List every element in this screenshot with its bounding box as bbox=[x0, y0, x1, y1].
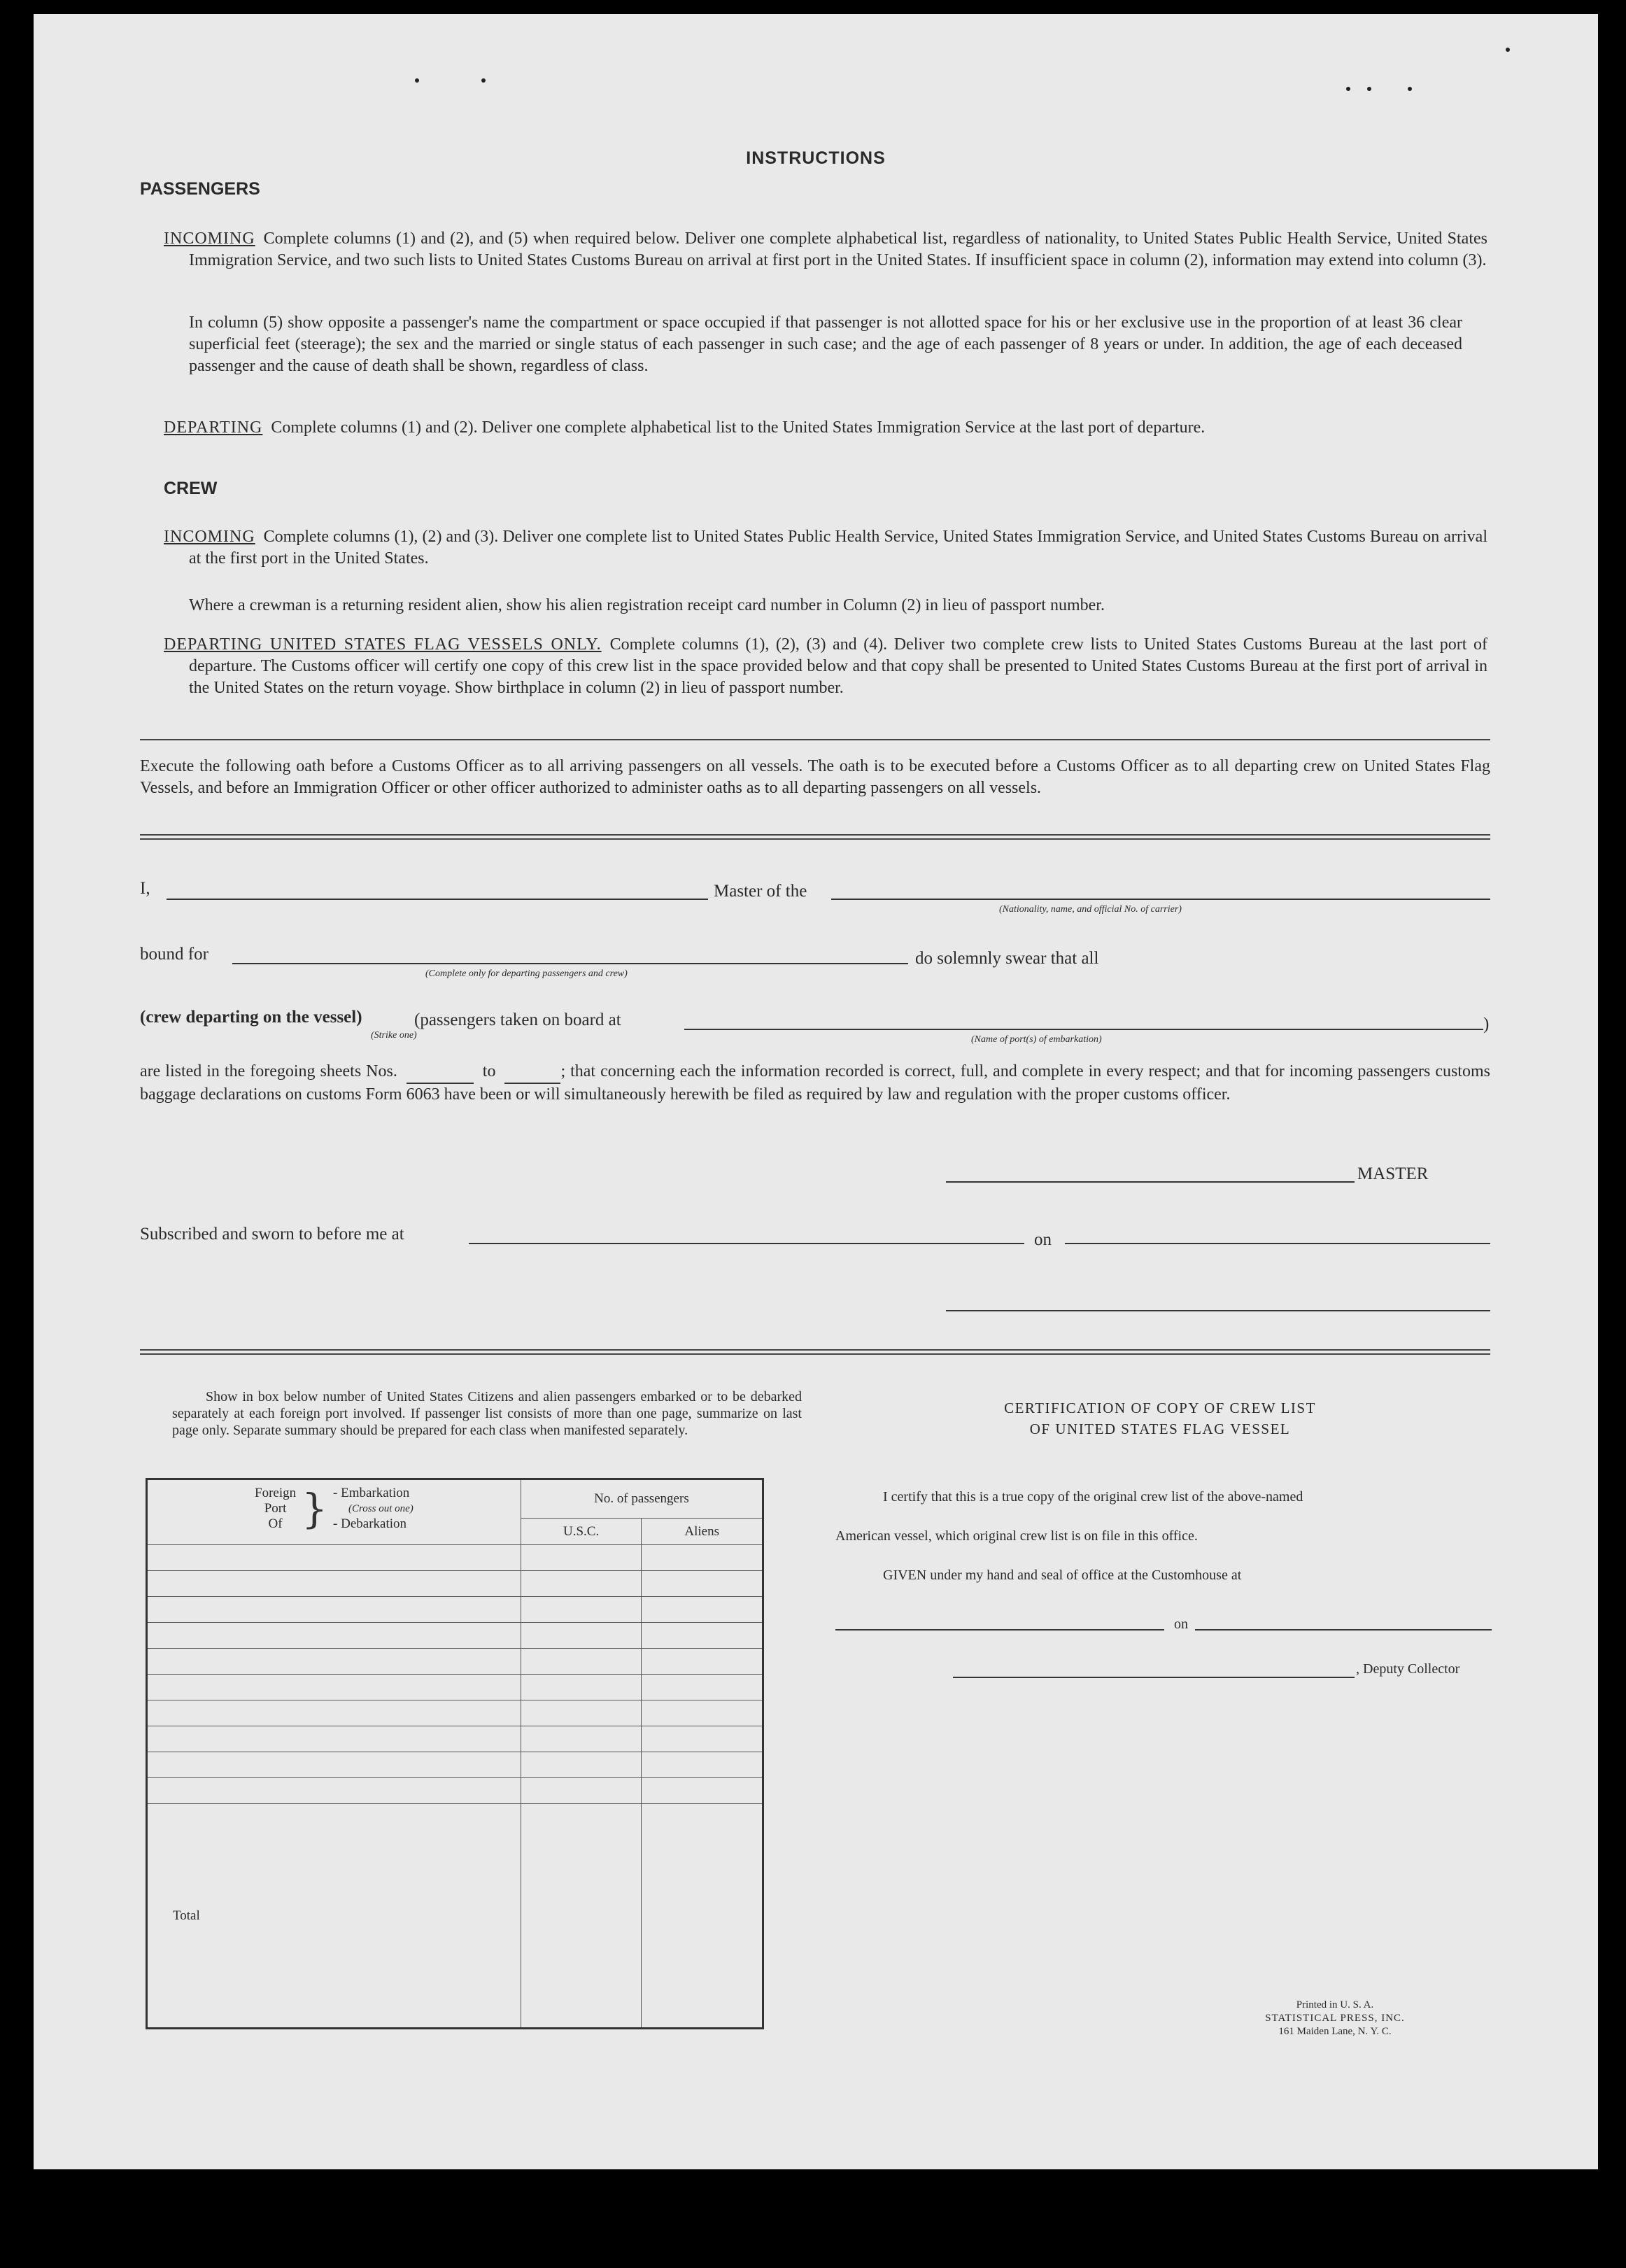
passengers-incoming-text: Complete columns (1) and (2), and (5) when required below. Deliver one complete alphabetical list, regardless of nationality, to United States Public Health Service, United States Immigration Service, and two such lists to United States Customs Bureau on arrival at first port in the United States. If insufficient space in column (2), information may extend into column (3). bbox=[189, 230, 1487, 269]
port-cell[interactable] bbox=[147, 1649, 521, 1675]
usc-cell[interactable] bbox=[521, 1675, 642, 1700]
port-caption: (Name of port(s) of embarkation) bbox=[971, 1034, 1102, 1045]
crew-departing-paragraph bbox=[164, 634, 1487, 699]
printer-line-3: 161 Maiden Lane, N. Y. C. bbox=[1278, 2026, 1392, 2037]
table-row bbox=[147, 1597, 763, 1623]
destination-line[interactable] bbox=[232, 963, 908, 964]
section-divider bbox=[140, 739, 1490, 740]
crew-departing-lead: DEPARTING UNITED STATES FLAG VESSELS ONLY. bbox=[164, 635, 602, 654]
usc-cell[interactable] bbox=[521, 1571, 642, 1597]
master-of-label: Master of the bbox=[714, 882, 807, 901]
oath-i-label: I, bbox=[140, 879, 150, 898]
crew-incoming-paragraph-2: Where a crewman is a returning resident alien, show his alien registration receipt card number in Column (2) in lieu of passport number. bbox=[189, 596, 1105, 614]
passengers-heading: PASSENGERS bbox=[140, 179, 260, 199]
carrier-caption: (Nationality, name, and official No. of carrier) bbox=[999, 904, 1182, 915]
embarkation-port-line[interactable] bbox=[684, 1029, 1483, 1030]
usc-cell[interactable] bbox=[521, 1623, 642, 1649]
crew-departing-option bbox=[140, 1008, 362, 1027]
crew-incoming-lead: INCOMING bbox=[164, 528, 255, 546]
oath-listed-paragraph bbox=[140, 1061, 1490, 1106]
certification-title-2: OF UNITED STATES FLAG VESSEL bbox=[1029, 1421, 1291, 1437]
table-row bbox=[147, 1752, 763, 1778]
listed-to-label: to bbox=[482, 1062, 496, 1080]
scan-speck bbox=[415, 78, 419, 83]
passengers-departing-text: Complete columns (1) and (2). Deliver one complete alphabetical list to the United States Immigration Service at the last port of departure. bbox=[271, 418, 1206, 437]
certification-on-label: on bbox=[1174, 1617, 1188, 1632]
aliens-cell[interactable] bbox=[642, 1675, 763, 1700]
aliens-cell[interactable] bbox=[642, 1545, 763, 1571]
port-cell[interactable] bbox=[147, 1726, 521, 1752]
total-row bbox=[147, 1804, 763, 2029]
table-row bbox=[147, 1700, 763, 1726]
printer-line-2: STATISTICAL PRESS, INC. bbox=[1265, 2013, 1405, 2024]
crew-incoming-text: Complete columns (1), (2) and (3). Deliver one complete list to United States Public Health Service, United States Immigration Service, and United States Customs Bureau on arrival at the first port in the United States. bbox=[189, 528, 1487, 568]
scan-speck bbox=[1506, 48, 1510, 52]
passengers-departing-lead: DEPARTING bbox=[164, 418, 263, 437]
no-passengers-header: No. of passengers bbox=[521, 1479, 763, 1519]
master-signature-line[interactable] bbox=[946, 1181, 1355, 1183]
passengers-incoming-lead: INCOMING bbox=[164, 230, 255, 248]
usc-header: U.S.C. bbox=[521, 1519, 642, 1545]
cross-out-caption: (Cross out one) bbox=[348, 1503, 413, 1514]
deputy-signature-line[interactable] bbox=[953, 1677, 1355, 1678]
table-row bbox=[147, 1726, 763, 1752]
printer-line-1: Printed in U. S. A. bbox=[1296, 1999, 1374, 2010]
sheet-from-blank[interactable] bbox=[406, 1061, 474, 1084]
table-row bbox=[147, 1675, 763, 1700]
passengers-incoming-paragraph-2: In column (5) show opposite a passenger's name the compartment or space occupied if that passenger is not allotted space for his or her exclusive use in the proportion of at least 36 clear superficial feet (steerage); the sex and the married or single status of each passenger in such case; and the age of each passenger of 8 years or under. In addition, the age of each deceased passenger and the cause of death shall be shown, regardless of class. bbox=[189, 314, 1462, 375]
port-cell[interactable] bbox=[147, 1623, 521, 1649]
scan-speck bbox=[1408, 87, 1412, 91]
summary-note: Show in box below number of United States Citizens and alien passengers embarked or to be debarked separately at each foreign port involved. If passenger list consists of more than one page, summarize on last page only. Separate summary should be prepared for each class when manifested separately. bbox=[172, 1389, 802, 1438]
subscribed-label: Subscribed and sworn to before me at bbox=[140, 1225, 404, 1244]
port-label: Port bbox=[264, 1501, 287, 1516]
sworn-place-line[interactable] bbox=[469, 1243, 1024, 1244]
aliens-cell[interactable] bbox=[642, 1726, 763, 1752]
certification-date-line[interactable] bbox=[1195, 1629, 1492, 1630]
listed-text-b: ; that concerning each the information recorded is correct, full, and complete in every respect; and that for incoming passengers customs baggage declarations on customs Form 6063 have been or will simultaneously herewith be filed as required by law and regulation with the proper customs officer. bbox=[140, 1062, 1490, 1104]
complete-caption: (Complete only for departing passengers and crew) bbox=[425, 969, 628, 979]
sheet-to-blank[interactable] bbox=[504, 1061, 560, 1084]
passengers-incoming-paragraph bbox=[164, 228, 1487, 272]
master-name-line[interactable] bbox=[167, 899, 708, 900]
passengers-taken-label: (passengers taken on board at bbox=[414, 1010, 621, 1029]
port-header-cell bbox=[147, 1479, 521, 1545]
table-row bbox=[147, 1571, 763, 1597]
aliens-cell[interactable] bbox=[642, 1649, 763, 1675]
total-label: Total bbox=[147, 1804, 521, 2029]
crew-departing-label: (crew departing on the vessel) bbox=[140, 1008, 362, 1027]
bound-for-label: bound for bbox=[140, 945, 208, 964]
printer-imprint bbox=[1223, 1999, 1447, 2038]
port-cell[interactable] bbox=[147, 1597, 521, 1623]
certification-title-1: CERTIFICATION OF COPY OF CREW LIST bbox=[1004, 1400, 1316, 1416]
port-cell[interactable] bbox=[147, 1752, 521, 1778]
certification-line-1: I certify that this is a true copy of the original crew list of the above-named bbox=[883, 1489, 1303, 1505]
carrier-line[interactable] bbox=[831, 899, 1490, 900]
aliens-header: Aliens bbox=[642, 1519, 763, 1545]
crew-heading: CREW bbox=[164, 479, 218, 498]
swear-text: do solemnly swear that all bbox=[915, 949, 1099, 968]
crew-departing-text: Complete columns (1), (2), (3) and (4). Deliver two complete crew lists to United States Customs Bureau at the last port of departure. The Customs officer will certify one copy of this crew list in the space provided below and that copy shall be presented to United States Customs Bureau at the first port of arrival in the United States on the return voyage. Show birthplace in column (2) in lieu of passport number. bbox=[189, 635, 1487, 697]
passenger-summary-table bbox=[146, 1478, 764, 2029]
form-page bbox=[34, 14, 1598, 2169]
aliens-cell[interactable] bbox=[642, 1571, 763, 1597]
usc-cell[interactable] bbox=[521, 1649, 642, 1675]
port-cell[interactable] bbox=[147, 1700, 521, 1726]
table-row bbox=[147, 1649, 763, 1675]
port-cell[interactable] bbox=[147, 1778, 521, 1804]
usc-cell[interactable] bbox=[521, 1752, 642, 1778]
officer-signature-line[interactable] bbox=[946, 1310, 1490, 1311]
customhouse-line[interactable] bbox=[835, 1629, 1164, 1630]
usc-cell[interactable] bbox=[521, 1545, 642, 1571]
table-row bbox=[147, 1545, 763, 1571]
double-divider-lower bbox=[140, 1349, 1490, 1355]
passengers-departing-paragraph bbox=[164, 417, 1487, 439]
sworn-date-line[interactable] bbox=[1065, 1243, 1490, 1244]
usc-cell[interactable] bbox=[521, 1700, 642, 1726]
of-label: Of bbox=[268, 1516, 283, 1531]
aliens-cell[interactable] bbox=[642, 1700, 763, 1726]
usc-cell[interactable] bbox=[521, 1597, 642, 1623]
foreign-label: Foreign bbox=[255, 1486, 297, 1500]
brace-icon: } bbox=[302, 1485, 328, 1533]
certification-line-2: American vessel, which original crew list is on file in this office. bbox=[835, 1528, 1198, 1544]
table-row bbox=[147, 1623, 763, 1649]
total-usc-cell[interactable] bbox=[521, 1804, 642, 2029]
sworn-on-label: on bbox=[1034, 1230, 1052, 1249]
usc-cell[interactable] bbox=[521, 1778, 642, 1804]
scan-speck bbox=[1346, 87, 1350, 91]
strike-one-caption: (Strike one) bbox=[371, 1030, 417, 1041]
aliens-cell[interactable] bbox=[642, 1752, 763, 1778]
aliens-cell[interactable] bbox=[642, 1778, 763, 1804]
total-aliens-cell[interactable] bbox=[642, 1804, 763, 2029]
page-title: INSTRUCTIONS bbox=[746, 148, 886, 168]
port-cell[interactable] bbox=[147, 1571, 521, 1597]
usc-cell[interactable] bbox=[521, 1726, 642, 1752]
close-paren: ) bbox=[1483, 1015, 1490, 1034]
scan-speck bbox=[1367, 87, 1371, 91]
aliens-cell[interactable] bbox=[642, 1623, 763, 1649]
master-signature-label: MASTER bbox=[1357, 1164, 1429, 1183]
double-divider bbox=[140, 834, 1490, 840]
port-cell[interactable] bbox=[147, 1675, 521, 1700]
port-cell[interactable] bbox=[147, 1545, 521, 1571]
scan-speck bbox=[481, 78, 486, 83]
listed-text-a: are listed in the foregoing sheets Nos. bbox=[140, 1062, 397, 1080]
aliens-cell[interactable] bbox=[642, 1597, 763, 1623]
crew-incoming-paragraph bbox=[164, 526, 1487, 570]
debarkation-option[interactable]: - Debarkation bbox=[333, 1516, 407, 1531]
oath-intro: Execute the following oath before a Customs Officer as to all arriving passengers on all vessels. The oath is to be executed before a Customs Officer as to all departing crew on United States Flag Vessels, and before an Immigration Officer or other officer authorized to administer oaths as to all departing passengers on all vessels. bbox=[140, 757, 1490, 797]
deputy-collector-label: , Deputy Collector bbox=[1356, 1661, 1460, 1677]
table-row bbox=[147, 1778, 763, 1804]
certification-line-3: GIVEN under my hand and seal of office at the Customhouse at bbox=[883, 1568, 1242, 1583]
embarkation-option[interactable]: - Embarkation bbox=[333, 1486, 410, 1500]
